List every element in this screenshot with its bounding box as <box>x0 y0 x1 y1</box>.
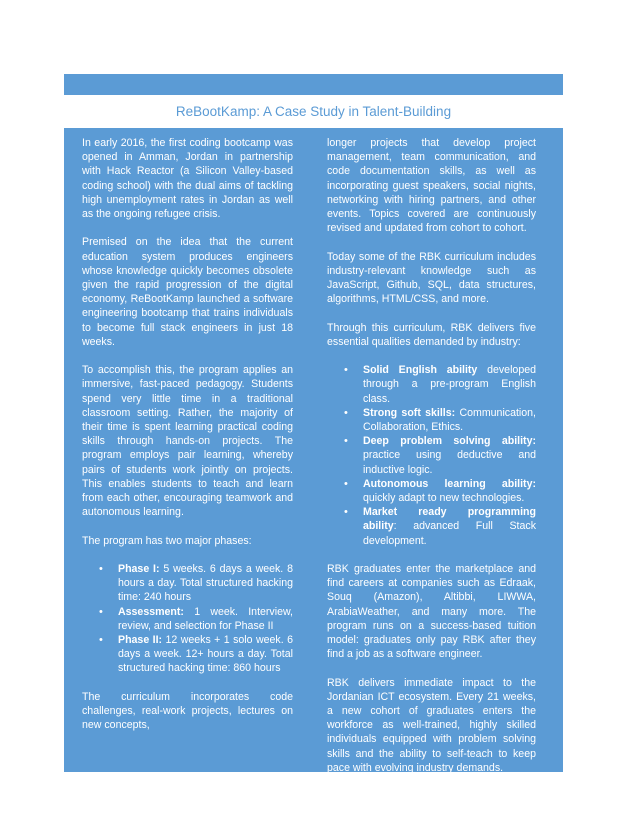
right-column <box>327 136 536 789</box>
list-item <box>327 434 536 477</box>
list-item-text: : advanced Full Stack development. <box>363 520 536 547</box>
paragraph: Through this curriculum, RBK delivers five essential qualities demanded by industry: <box>327 321 536 348</box>
list-item <box>82 633 293 676</box>
qualities-list <box>327 363 536 548</box>
list-item <box>327 505 536 548</box>
list-item-text: Communication, Collaboration, Ethics. <box>363 406 537 434</box>
phases-list <box>82 562 293 676</box>
list-item <box>82 605 293 633</box>
list-item-label: Deep problem solving ability: <box>363 435 536 448</box>
left-column <box>82 136 293 747</box>
list-item-text: practice using deductive and inductive logic. <box>363 449 536 476</box>
header-bar <box>64 74 563 95</box>
paragraph: RBK delivers immediate impact to the Jordanian ICT ecosystem. Every 21 weeks, a new cohort of graduates enters the workforce as well-trained, highly skilled individuals equipped with problem solving skills and the ability to self-teach to keep pace with evolving industry demands. <box>327 676 536 774</box>
list-item-label: Autonomous learning ability: <box>363 477 536 490</box>
list-item <box>327 477 536 505</box>
paragraph: The program has two major phases: <box>82 534 252 547</box>
list-item <box>82 562 293 605</box>
list-item-label: Solid English ability <box>363 364 478 377</box>
paragraph: Premised on the idea that the current education system produces engineers whose knowledge quickly becomes obsolete given the rapid progression of the digital economy, ReBootKamp launched a software engineering bootcamp that trains individuals to become full stack engineers in just 18 weeks. <box>82 236 293 348</box>
list-item-label: Market ready programming ability <box>363 506 536 533</box>
paragraph: Today some of the RBK curriculum includes industry-relevant knowledge such as JavaScript, Github, SQL, data structures, algorithms, HTML/CSS, and more. <box>327 250 536 306</box>
paragraph: In early 2016, the first coding bootcamp was opened in Amman, Jordan in partnership with Hack Reactor (a Silicon Valley-based coding school) with the dual aims of tackling high unemployment rates in Jordan as well as the ongoing refugee crisis. <box>82 137 293 221</box>
paragraph: To accomplish this, the program applies an immersive, fast-paced pedagogy. Students spend very little time in a traditional classroom setting. Rather, the majority of their time is spent learning practical coding skills through hands-on projects. The program employs pair learning, whereby pairs of students work jointly on projects. This enables students to teach and learn from each other, encouraging teamwork and autonomous learning. <box>82 364 293 519</box>
list-item <box>327 406 536 434</box>
list-item-label: Assessment: <box>118 605 184 618</box>
list-item-text: 5 weeks. 6 days a week. 8 hours a day. Total structured hacking time: 240 hours <box>118 563 293 604</box>
list-item-text: 1 week. Interview, review, and selection for Phase II <box>118 605 293 632</box>
list-item <box>327 363 536 406</box>
paragraph: longer projects that develop project management, team communication, and code documentation skills, as well as incorporating guest speakers, social nights, networking with hiring partners, and other events. Topics covered are continuously revised and updated from cohort to cohort. <box>327 137 536 235</box>
paragraph: The curriculum incorporates code challenges, real-work projects, lectures on new concepts, <box>82 690 293 732</box>
list-item-label: Phase II: <box>118 634 163 647</box>
list-item-label: Strong soft skills: <box>363 406 456 419</box>
list-item-text: developed through a pre-program English class. <box>363 364 536 405</box>
page-title: ReBootKamp: A Case Study in Talent-Building <box>175 104 452 119</box>
list-item-text: quickly adapt to new technologies. <box>363 492 525 505</box>
list-item-text: 12 weeks + 1 solo week. 6 days a week. 12+ hours a day. Total structured hacking time: 860 hours <box>118 634 293 675</box>
paragraph: RBK graduates enter the marketplace and find careers at companies such as Edraak, Souq (Amazon), Altibbi, LIWWA, ArabiaWeather, and many more. The program runs on a success-based tuition model: graduates only pay RBK after they find a job as a software engineer. <box>327 563 536 661</box>
list-item-label: Phase I: <box>118 563 160 576</box>
